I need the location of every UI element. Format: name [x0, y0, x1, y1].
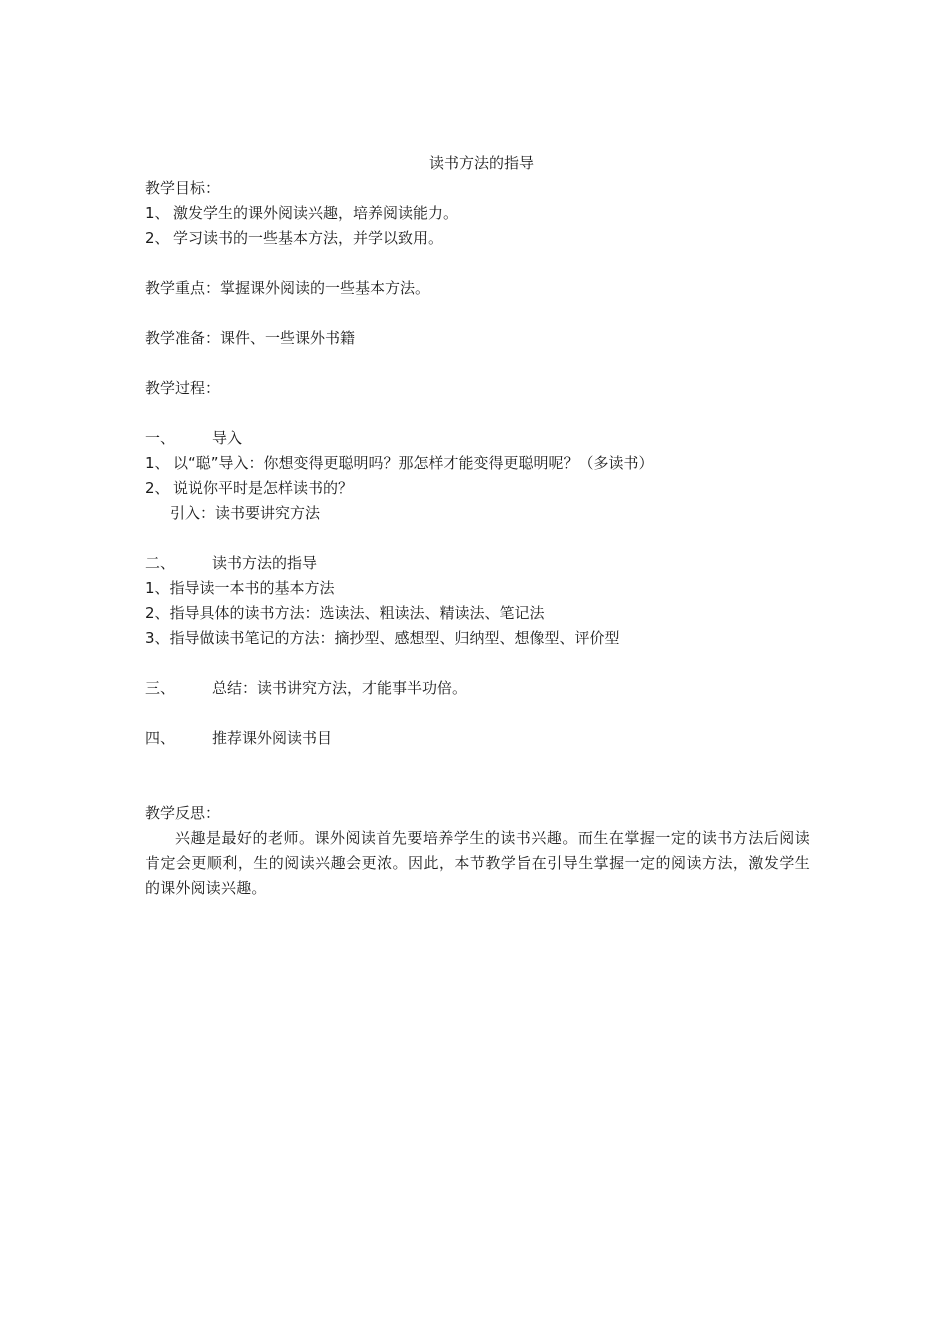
section-heading: [145, 676, 810, 701]
objective-number: 2、: [145, 229, 170, 247]
objective-text: 激发学生的课外阅读兴趣，培养阅读能力。: [173, 204, 459, 222]
reflection-paragraph: 兴趣是最好的老师。课外阅读首先要培养学生的读书兴趣。而生在掌握一定的读书方法后阅读肯定会更顺利，生的阅读兴趣会更浓。因此，本节教学旨在引导生掌握一定的阅读方法，激发学生的课外阅读兴趣。: [145, 829, 810, 897]
item-number: 3、: [145, 629, 170, 647]
reflection-heading: 教学反思：: [145, 804, 221, 822]
section-title: 推荐课外阅读书目: [212, 729, 333, 747]
item-text: 指导具体的读书方法：选读法、粗读法、精读法、笔记法: [169, 604, 545, 622]
objective-text: 学习读书的一些基本方法，并学以致用。: [173, 229, 444, 247]
process-heading: 教学过程：: [145, 379, 221, 397]
section-title: 导入: [212, 429, 243, 447]
document-title: 读书方法的指导: [428, 154, 534, 172]
section-number: 二、: [145, 554, 176, 572]
section-title: 总结：读书讲究方法，才能事半功倍。: [212, 679, 468, 697]
item-number: 1、: [145, 454, 170, 472]
section-number: 四、: [145, 729, 176, 747]
item-text: 指导做读书笔记的方法：摘抄型、感想型、归纳型、想像型、评价型: [169, 629, 620, 647]
section-item: [145, 451, 810, 476]
section-item: [145, 601, 810, 626]
item-number: 2、: [145, 479, 170, 497]
objective-item: [145, 226, 810, 251]
key-point: 教学重点：掌握课外阅读的一些基本方法。: [145, 279, 431, 297]
item-text: 以“聪”导入：你想变得更聪明吗？那怎样才能变得更聪明呢？（多读书）: [173, 454, 654, 472]
section-title: 读书方法的指导: [212, 554, 318, 572]
section-item: [145, 576, 810, 601]
section-number: 一、: [145, 429, 176, 447]
item-number: 1、: [145, 579, 170, 597]
item-text: 指导读一本书的基本方法: [169, 579, 335, 597]
section-item: [145, 476, 810, 501]
section-heading: [145, 551, 810, 576]
item-number: 2、: [145, 604, 170, 622]
document-page: [145, 151, 810, 901]
objective-number: 1、: [145, 204, 170, 222]
lead-in-text: 引入：读书要讲究方法: [170, 504, 321, 522]
objective-item: [145, 201, 810, 226]
preparation: 教学准备：课件、一些课外书籍: [145, 329, 356, 347]
section-item: [145, 626, 810, 651]
section-heading: [145, 426, 810, 451]
item-text: 说说你平时是怎样读书的？: [173, 479, 354, 497]
section-number: 三、: [145, 679, 176, 697]
objectives-heading: 教学目标：: [145, 179, 221, 197]
section-heading: [145, 726, 810, 751]
